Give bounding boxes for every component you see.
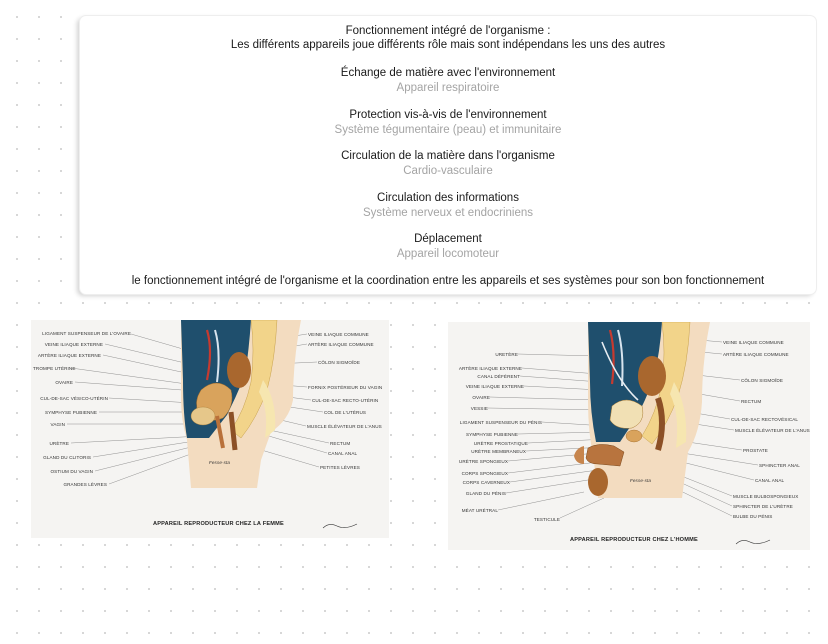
male-label-right: ARTÈRE ILIAQUE COMMUNE	[723, 352, 789, 357]
summary-subtitle: Les différents appareils joue différents rôle mais sont indépendans les uns des autres	[230, 39, 666, 51]
male-label-left: URETÈRE	[495, 352, 518, 357]
female-label-left: TROMPE UTÉRINE	[33, 366, 76, 371]
male-label-left: CORPS CAVERNEUX	[462, 480, 510, 485]
female-label-left: GRANDES LÈVRES	[63, 482, 107, 487]
female-label-right: MUSCLE ÉLÉVATEUR DE L'ANUS	[307, 424, 382, 429]
male-label-left: GLAND DU PÉNIS	[465, 491, 506, 496]
item-detail: Cardio-vasculaire	[403, 165, 493, 177]
female-label-right: CUL-DE-SAC RECTO-UTÉRIN	[312, 398, 379, 403]
male-label-right: PROSTATE	[743, 448, 768, 453]
female-label-left: CUL-DE-SAC VÉSICO-UTÉRIN	[40, 396, 108, 401]
male-label-right: CÔLON SIGMOÏDE	[741, 378, 783, 383]
male-label-right: SPHINCTER ANAL	[759, 463, 800, 468]
item-detail: Appareil respiratoire	[396, 82, 500, 94]
female-figure-caption: APPAREIL REPRODUCTEUR CHEZ LA FEMME	[153, 521, 284, 527]
item-heading: Circulation des informations	[377, 192, 519, 204]
female-label-left: VEINE ILIAQUE EXTERNE	[44, 342, 103, 347]
male-label-left: SYMPHYSE PUBIENNE	[466, 432, 518, 437]
male-label-right: SPHINCTER DE L'URÈTRE	[733, 504, 793, 509]
male-label-left: OVAIRE	[472, 395, 490, 400]
male-label-left: VESSIE	[470, 406, 488, 411]
item-heading: Échange de matière avec l'environnement	[340, 67, 556, 79]
female-label-right: VEINE ILIAQUE COMMUNE	[308, 332, 369, 337]
item-detail: Appareil locomoteur	[396, 248, 500, 260]
female-label-right: FORNIX POSTÉRIEUR DU VAGIN	[308, 385, 383, 390]
male-label-left: TESTICULE	[533, 517, 560, 522]
female-label-right: ARTÈRE ILIAQUE COMMUNE	[308, 342, 374, 347]
female-label-right: CÔLON SIGMOÏDE	[318, 360, 360, 365]
female-label-left: SYMPHYSE PUBIENNE	[45, 410, 97, 415]
male-label-left: LIGAMENT SUSPENSEUR DU PÉNIS	[459, 420, 542, 425]
male-body-label: Fesse-sta	[630, 478, 652, 483]
female-label-left: URÈTRE	[49, 441, 69, 446]
male-label-left: URÈTRE PROSTATIQUE	[473, 441, 528, 446]
female-label-left: ARTÈRE ILIAQUE EXTERNE	[37, 353, 101, 358]
male-label-left: MÉAT URÉTRAL	[461, 508, 498, 513]
item-heading: Circulation de la matière dans l'organisme	[341, 150, 555, 162]
male-label-right: MUSCLE ÉLÉVATEUR DE L'ANUS	[735, 428, 810, 433]
male-anatomy-figure	[448, 322, 810, 550]
item-detail: Système nerveux et endocriniens	[362, 207, 534, 219]
female-label-left: LIGAMENT SUSPENSEUR DE L'OVAIRE	[42, 331, 131, 336]
male-label-left: URÈTRE MEMBRANEUX	[471, 449, 526, 454]
summary-conclusion: le fonctionnement intégré de l'organisme et la coordination entre les appareils et ses systèmes pour son bon fonctionnement	[131, 275, 765, 287]
male-label-right: MUSCLE BULBOSPONGIEUX	[733, 494, 799, 499]
male-label-right: CUL-DE-SAC RECTOVÉSICAL	[731, 417, 799, 422]
male-figure-caption: APPAREIL REPRODUCTEUR CHEZ L'HOMME	[570, 537, 698, 543]
female-label-right: RECTUM	[330, 441, 351, 446]
summary-title: Fonctionnement intégré de l'organisme :	[345, 25, 551, 37]
female-body-label: Fesse-sta	[209, 460, 231, 465]
female-anatomy-figure	[31, 320, 389, 538]
male-label-left: CORPS SPONGIEUX	[461, 471, 508, 476]
female-label-left: GLAND DU CLITORIS	[43, 455, 91, 460]
female-label-left: VAGIN	[50, 422, 65, 427]
male-label-left: URÈTRE SPONGIEUX	[458, 459, 508, 464]
male-label-right: VEINE ILIAQUE COMMUNE	[723, 340, 784, 345]
item-heading: Protection vis-à-vis de l'environnement	[349, 109, 547, 121]
male-label-right: BULBE DU PÉNIS	[733, 514, 773, 519]
female-label-right: COL DE L'UTÉRUS	[324, 410, 367, 415]
item-heading: Déplacement	[414, 233, 482, 245]
female-label-left: OVAIRE	[55, 380, 73, 385]
female-label-right: CANAL ANAL	[328, 451, 358, 456]
male-label-right: CANAL ANAL	[755, 478, 785, 483]
female-label-right: PETITES LÈVRES	[320, 465, 360, 470]
male-label-left: CANAL DÉFÉRENT	[477, 374, 520, 379]
summary-card	[80, 16, 816, 294]
item-detail: Système tégumentaire (peau) et immunitaire	[334, 124, 562, 136]
male-label-left: VEINE ILIAQUE EXTERNE	[465, 384, 524, 389]
male-label-left: ARTÈRE ILIAQUE EXTERNE	[458, 366, 522, 371]
female-label-left: OSTIUM DU VAGIN	[50, 469, 93, 474]
male-label-right: RECTUM	[741, 399, 762, 404]
